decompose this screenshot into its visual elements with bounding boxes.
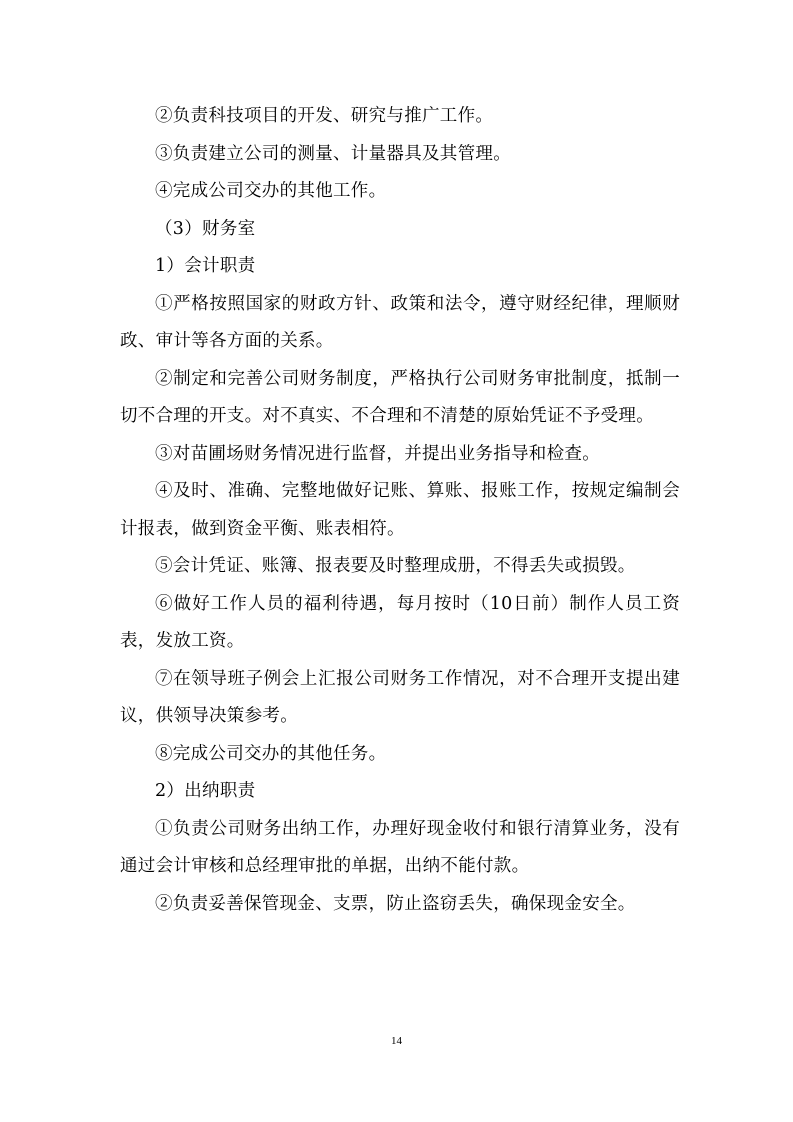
paragraph-cashier-2: ②负责妥善保管现金、支票，防止盗窃丢失，确保现金安全。 xyxy=(155,893,636,914)
page-number: 14 xyxy=(391,1035,402,1047)
paragraph-accounting-1: ①严格按照国家的财政方针、政策和法令，遵守财经纪律，理顺财政、审计等各方面的关系。 xyxy=(120,293,680,351)
paragraph-cashier-1: ①负责公司财务出纳工作，办理好现金收付和银行清算业务，没有通过会计审核和总经理审批的单据，出纳不能付款。 xyxy=(120,818,680,876)
subsection-heading-cashier: 2）出纳职责 xyxy=(155,781,256,801)
paragraph-tech-projects: ②负责科技项目的开发、研究与推广工作。 xyxy=(155,106,494,126)
paragraph-accounting-3: ③对苗圃场财务情况进行监督，并提出业务指导和检查。 xyxy=(155,443,600,464)
paragraph-measurement-tools: ③负责建立公司的测量、计量器具及其管理。 xyxy=(155,143,511,164)
paragraph-accounting-4: ④及时、准确、完整地做好记账、算账、报账工作，按规定编制会计报表，做到资金平衡、账表相符。 xyxy=(120,481,680,539)
paragraph-accounting-5: ⑤会计凭证、账簿、报表要及时整理成册，不得丢失或损毁。 xyxy=(155,556,636,576)
subsection-heading-accounting: 1）会计职责 xyxy=(155,256,256,276)
paragraph-accounting-7: ⑦在领导班子例会上汇报公司财务工作情况，对不合理开支提出建议，供领导决策参考。 xyxy=(120,668,680,726)
paragraph-other-work: ④完成公司交办的其他工作。 xyxy=(155,181,387,201)
section-heading-finance-office: （3）财务室 xyxy=(155,218,256,239)
paragraph-accounting-2: ②制定和完善公司财务制度，严格执行公司财务审批制度，抵制一切不合理的开支。对不真实、不合理和不清楚的原始凭证不予受理。 xyxy=(120,368,680,426)
paragraph-accounting-8: ⑧完成公司交办的其他任务。 xyxy=(155,743,387,764)
paragraph-accounting-6: ⑥做好工作人员的福利待遇，每月按时（10日前）制作人员工资表，发放工资。 xyxy=(120,593,680,651)
document-body xyxy=(120,98,680,923)
